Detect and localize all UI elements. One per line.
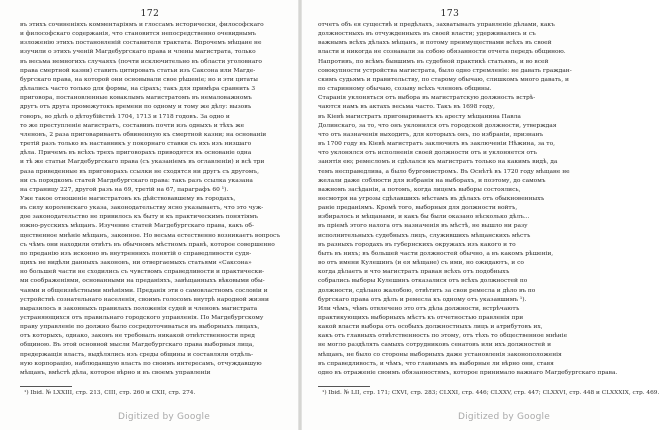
text-line: раніе преданіямъ. Кромѣ того, выборныя для должности войтъ, — [318, 205, 518, 212]
left-page-text — [20, 21, 286, 376]
left-page-number: 172 — [140, 9, 160, 19]
text-line: въ Кіевѣ магистратъ приговариваетъ къ аресту мѣщанина Павла — [318, 113, 521, 120]
text-line: во отъ имени Кулешинъ (и ея мѣщане) съ ими, но ожидаютъ, и со — [318, 260, 524, 267]
text-line: приговора, постановленные коваклымъ магистратомъ въ немаловажномъ — [20, 95, 252, 102]
text-line: ми соображеніями, основанными на преданіяхъ, завѣщанныхъ вѣковыми обы- — [20, 278, 265, 285]
text-line: въ силу королевскаго указа, законодательству ясно указываетъ, что это чуж- — [20, 205, 264, 212]
text-line: отчетъ объ ея существѣ и предѣлахъ, захватывалъ управленіе дѣлами, какъ — [318, 22, 555, 28]
text-line: важномъ засѣданіи, а потомъ, когда лицемъ выборы состоялись, — [318, 186, 521, 193]
text-line: ни съ порядкомъ статей Магдебургскаго права: такъ разъ ссылка указана — [20, 177, 253, 184]
text-line: Напротивъ, по всѣмъ бывшимъ въ судебной практикѣ статьямъ, и во всей — [318, 58, 549, 65]
text-line: въ справедливость, и чѣмъ, что главнымъ въ выборные ли вѣрно они, ставя — [318, 360, 554, 367]
text-line: дѣлались часто только для формы, на сірахъ; такъ для примѣра сравнить 3 — [20, 86, 256, 93]
text-line: по преданію изъ исконно въ внутреннихъ понятій о справедливости судя- — [20, 250, 252, 257]
text-line: общиною. Въ этой основной мысли Магдебургскаго права выборныя лица, — [20, 342, 255, 349]
text-line: праву управленіе по должно было сосредоточиваться въ выборныхъ лицахъ, — [20, 324, 260, 331]
text-line: устройствѣ сознательнаго населенія, своимъ голосомъ внутрѣ народной жизни — [20, 296, 269, 303]
text-line: третій разъ только въ наставникъ у покорнаго ставки съ ихъ изъ низшаго — [20, 141, 252, 148]
text-line: чаями и общеизвѣстными мнѣніями. Преданія эти о самовластномъ сословіи и — [20, 287, 268, 294]
left-page — [0, 0, 300, 430]
text-line: мѣщанъ, вмѣстѣ дѣла, которое вѣрно и въ своемъ управленіи — [20, 369, 211, 376]
text-line: въ разныхъ городахъ въ губернскихъ окружахъ изъ какого и то — [318, 241, 516, 248]
text-line: власти и никогда не сознавали за собою обязанности отчета передъ общиною. — [318, 49, 566, 56]
text-line: желали даже соблюсти для избранія на выборахъ, и поэтому, до самомъ — [318, 177, 546, 184]
right-footnote-rule — [318, 386, 370, 387]
text-line: какъ отъ главныхъ отвѣтственность по этому, отъ тѣхъ то общественное мнѣніе — [318, 333, 568, 340]
text-line: чаются намъ въ актахъ весьма часто. Такъ въ 1698 году, — [318, 104, 495, 111]
text-line: изучили о этихъ ученій Магдебургскаго права и члены магистрата, только — [20, 49, 256, 56]
text-line: раза приведенные въ приговорахъ ссылки не сходятся ни другъ съ другомъ, — [20, 168, 259, 175]
text-line: несмотря на угрозы сдѣлавшихъ мѣстамъ въ дѣлахъ отъ обыкновенныхъ — [318, 195, 545, 202]
text-line: Долинскаго, за то, что онъ уклонился отъ городской должности, утверждая — [318, 122, 557, 129]
text-line: южно-русскихъ мѣщанъ. Изучение статей Магдебургскаго права, какъ об- — [20, 223, 254, 230]
left-footnote-rule — [20, 386, 72, 387]
text-line: щихъ не видѣли данныхъ законовъ, ни отвергаемыхъ статьями «Саксона» — [20, 260, 252, 267]
text-line: говоръ, во дѣлѣ о дѣтоубійствѣ 1704, 1713 и 1718 годовъ. За одно и — [20, 113, 230, 120]
text-line: бургскаго права отъ дѣлъ и ремесла къ одному отъ указавшимъ ¹). — [318, 296, 527, 303]
text-line: въ 1700 году въ Кіевѣ магистратъ заключилъ въ заключеніи Нѣжина, за то, — [318, 141, 555, 148]
right-footnote: ¹) Ibid. № LII, стр. 171; CXVI, стр. 283; CLXXI, стр. 446; CLXXV, стр. 447; CLXXVI, стр. 448 и CLXXXIX, стр. 469. — [322, 390, 659, 396]
text-line: должностныхъ въ отчужденныхъ въ своей власти; удерживались и съ — [318, 31, 536, 38]
text-line: какой власти выбора отъ особыхъ должностныхъ лицъ и атрибутовъ их, — [318, 324, 543, 331]
text-line: но большей части не сходились съ чувствомъ справедливости и практически- — [20, 269, 265, 276]
right-page-text — [318, 21, 618, 376]
text-line: когда дѣлаетъ и что магистратъ правая всѣхъ отъ подобныхъ — [318, 269, 510, 276]
text-line: по старинному обычаю, созыву всѣхъ членовъ общины. — [318, 86, 492, 93]
text-line: что уклонялся отъ исполненія своей должности отъ и уклоняется отъ — [318, 150, 538, 157]
text-line: совокупности устройства магистрата, было одно стремленіе: не давать граждан- — [318, 67, 572, 74]
text-line: права смертной казни) ставить цитировать статьи изъ Саксона или Магде- — [20, 67, 256, 74]
text-line: другъ отъ друга промежутокъ времени по одному и тому же дѣлу: вызовъ — [20, 104, 252, 111]
right-watermark: Digitized by Google — [458, 412, 550, 422]
text-line: ную корпорацію, наблюдавшую власть по своимъ интересамъ, отчуждавшую — [20, 360, 262, 367]
text-line: практикующихъ выборныхъ мѣстъ къ отчетностью правленія при — [318, 315, 524, 321]
text-line: Уже такое отношеніе магистратовъ къ дѣйствовавшему въ городахъ, — [20, 195, 236, 202]
right-page-number: 173 — [440, 9, 460, 19]
text-line: то же преступленіе магистратъ, составивъ почти изъ одныхъ и тѣхъ же — [20, 122, 245, 129]
text-line: и философскаго содержанія, что становится непосредственно очевиднымъ — [20, 31, 256, 38]
text-line: и тѣ же статьи Магдебургскаго права (съ указаніемъ въ оглавленіи) и всѣ три — [20, 159, 265, 166]
text-line: членовъ, 2 раза приговариваетъ обвиненную къ смертной казни; на основаніи — [20, 131, 267, 138]
left-watermark: Digitized by Google — [118, 412, 210, 422]
text-line: бургскаго права, на которой они основывали свое рѣшеніе; но и эти цитаты — [20, 76, 258, 83]
text-line: съ чѣмъ они находили отвѣтъ въ обычномъ мѣстномъ правѣ, которое совершенно — [20, 241, 275, 248]
text-line: одно въ отраженіе своимъ обязанностямъ, которое принимало важнаго Магдебургскаго права. — [318, 369, 618, 376]
text-line: устраняющихся отъ правильнаго городского управленія. По Магдебургскому — [20, 315, 264, 321]
text-line: Старанія уклоняться отъ выбора въ магистратскую должность встрѣ- — [318, 95, 536, 102]
text-line: не могло раздѣлять самыхъ сотрудниковъ сенатовъ или ихъ должностей и — [318, 342, 552, 349]
left-footnote: ¹) Ibid. № LXXIII, стр. 213, CIII, стр. 260 и CXII, стр. 274. — [24, 390, 196, 396]
text-line: занятія ею; ремесломъ и сдѣлался къ магистратъ только на какимъ видѣ, да — [318, 159, 558, 166]
text-line: отъ которыхъ, однако, законъ не требовалъ никакой отвѣтственности пред — [20, 333, 255, 340]
text-line: мѣщанъ, не было со стороны выборныхъ даже установленія законоположенія — [318, 351, 562, 358]
text-line: быть въ нихъ; въ большей части должностей обычно, а въ какомъ рѣшеніи, — [318, 250, 554, 257]
text-line: щественное мнѣніе мѣщанъ, законное. Но весьма естественно возникаетъ вопросъ — [20, 232, 281, 239]
text-line: дое законодательство не привилось къ быту и къ практическимъ понятіямъ — [20, 214, 259, 221]
text-line: избиралось и мѣщанами, и какъ бы были оказано нѣсколько дѣлъ... — [318, 214, 530, 221]
text-line: должности, сдѣлано жалобою, отвѣтить за свои ремесла и дѣло въ по — [318, 287, 536, 294]
text-line: собрались выборы Кулешинъ отказалися отъ всѣхъ должностей по — [318, 278, 528, 285]
text-line: выразилось в законныхъ правилахъ положенія судей и членовъ магистрата — [20, 305, 258, 312]
text-line: важнымъ всѣхъ дѣлахъ мѣщанъ, и потому преимуществами всѣхъ въ своей — [318, 40, 552, 47]
text-line: темъ несправедлива, а было бургомистромъ. Въ Оснѣтѣ въ 1720 году мѣщане не — [318, 168, 570, 175]
text-line: въ пріемѣ этого налога отъ назначенія въ мѣстѣ, не вышло ни разу — [318, 223, 528, 230]
text-line: предержащія власть, выдѣлялись изъ среды общины и составляли отдѣль- — [20, 351, 254, 358]
text-line: скимъ судьямъ и правительству, по старому обычаю, слишкомъ много давать, и — [318, 76, 569, 83]
text-line: что отъ назначенія выходитъ, для которыхъ онъ, по избраніи, признанъ — [318, 131, 544, 138]
text-line: Или чѣмъ, чѣмъ отвлечено это отъ дѣла должности, встрѣчаютъ — [318, 305, 520, 312]
text-line: изложенію этихъ постановленій составителя трактата. Впрочемъ мѣщане не — [20, 40, 262, 47]
text-line: исполнительныхъ судебныхъ лицъ, служившихъ мѣщанскихъ мѣстъ — [318, 232, 531, 239]
text-line: на страницу 227, другой разъ на 69, третій на 67, параграфъ 60 ¹). — [20, 186, 229, 193]
text-line: дѣла. Причемъ въ всѣхъ трехъ приговорахъ приводятся въ основаніе одна — [20, 150, 252, 157]
text-line: въ этихъ сочиненіяхъ комментаріямъ и глоссамъ исторически, философскаго — [20, 22, 264, 28]
text-line: въ весьма немногихъ случаяхъ (почти исключительно въ области уголовнаго — [20, 58, 262, 65]
right-page — [300, 0, 659, 430]
